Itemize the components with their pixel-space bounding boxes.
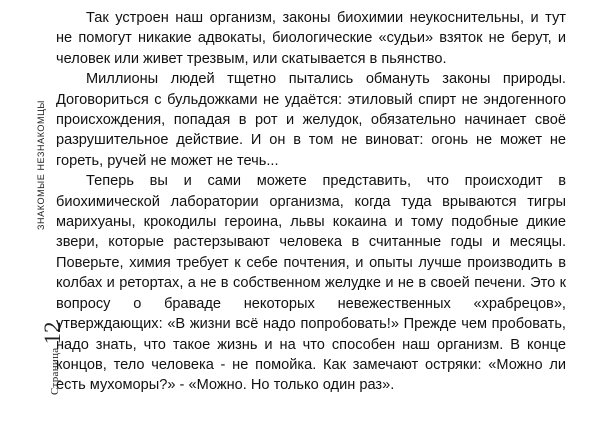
paragraph: Миллионы людей тщетно пытались обмануть законы природы. Договориться с бульдожками не удаётся: этиловый спирт не эндогенного происхождения, попадая в рот и желудок, обязательно начинает своё разрушительное действие. И он в том не виноват: огонь не может не гореть, ручей не может не течь... <box>56 71 566 169</box>
running-head: ЗНАКОМЫЕ НЕЗНАКОМЦЫ <box>36 100 46 230</box>
paragraph: Теперь вы и сами можете представить, что происходит в биохимической лаборатории организма, когда туда врываются тигры марихуаны, крокодилы героина, львы кокаина и тому подобные дикие звери, которые растерзывают человека в считанные годы и месяцы. Поверьте, химия требует к себе почтения, и опыты лучше производить в колбах и ретортах, а не в собственном желудке и не в своей печени. Это к вопросу о браваде некоторых невежественных «храбрецов», утверждающих: «В жизни всё надо попробовать!» Прежде чем пробовать, надо знать, что такое жизнь и на что способен наш организм. В конце концов, тело человека - не помойка. Как замечают остряки: «Можно ли есть мухоморы?» - «Можно. Но только один раз». <box>56 173 566 394</box>
page-margin <box>0 0 65 423</box>
body-text <box>56 8 566 396</box>
paragraph: Так устроен наш организм, законы биохимии неукоснительны, и тут не помогут никакие адвокаты, биологические «судьи» взяток не берут, и человек или живет трезвым, или скатывается в пьянство. <box>56 10 566 67</box>
page-word: Страница <box>49 347 61 395</box>
page-number: 12 <box>40 321 65 345</box>
